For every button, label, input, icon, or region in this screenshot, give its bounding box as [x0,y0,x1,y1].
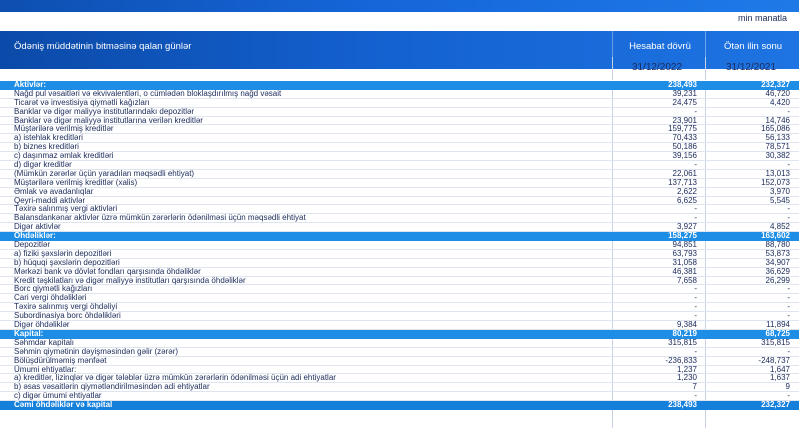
row-label: Ticarət və investisiya qiymətli kağızları [14,97,150,107]
row-value-current: 2,622 [676,186,697,196]
row-label: Balansdankənar aktivlər üzrə mümkün zərərlərin ödənilməsi üçün məqsədli ehtiyat [14,213,306,223]
row-value-current: 3,927 [676,222,697,232]
row-value-prior: 4,420 [769,97,790,107]
row-value-current: 7 [692,382,697,392]
row-value-current: - [694,293,697,303]
row-value-prior: 46,720 [765,88,790,98]
row-value-prior: - [787,391,790,401]
row-value-prior: - [787,302,790,312]
row-value-current: - [694,284,697,294]
table-row [0,197,799,206]
date-current: 31/12/2022 [631,62,683,73]
row-label: b) əsas vəsaitlərin qiymətləndirilməsindən adi ehtiyatlar [14,382,210,392]
row-value-prior: 165,086 [761,124,790,134]
header-period-label: Ödəniş müddətinin bitməsinə qalan günlər [14,41,192,52]
row-label: c) digər ümumi ehtiyatlar [14,391,102,401]
row-value-prior: 53,873 [765,248,790,258]
row-value-prior: 3,970 [769,186,790,196]
row-value-prior: 315,815 [761,337,790,347]
row-label: b) hüquqi şəxslərin depozitləri [14,257,120,267]
row-label: Mərkəzi bank və dövlət fondları qarşısında öhdəliklər [14,266,201,276]
row-value-current: 63,793 [672,248,697,258]
row-label: Müştərilərə verilmiş kreditlər [14,124,114,134]
row-label: (Mümkün zərərlər üçün yaradılan məqsədli ehtiyat) [14,168,195,178]
unit-label: min manatla [737,13,787,23]
row-value-prior: 1,647 [769,364,790,374]
row-value-current: 159,775 [668,124,697,134]
row-value-current: 158,275 [668,231,697,241]
row-value-current: -236,833 [665,355,697,365]
row-value-current: 24,475 [672,97,697,107]
row-label: Bölüşdürülməmiş mənfəət [14,355,107,365]
row-value-prior: 4,852 [769,222,790,232]
table-row [0,152,799,161]
row-value-prior: - [787,204,790,214]
header-current-period: Hesabat dövrü [629,41,691,52]
row-value-current: 39,231 [672,88,697,98]
row-label: b) biznes kreditləri [14,142,79,152]
row-label: Kredit təşkilatları və digər maliyyə institutları qarşısında öhdəliklər [14,275,246,285]
row-label: c) daşınmaz əmlak kreditləri [14,151,114,161]
row-value-current: 9,384 [676,320,697,330]
row-label: Öhdəliklər: [14,231,56,241]
row-value-prior: 163,602 [761,231,790,241]
row-value-prior: - [787,293,790,303]
row-value-current: 23,901 [672,115,697,125]
row-label: Ümumi ehtiyatlar: [14,364,77,374]
row-value-current: 31,058 [672,257,697,267]
row-value-current: 70,433 [672,133,697,143]
row-value-prior: 11,894 [766,320,790,330]
row-label: Əmlak və avadanlıqlar [14,186,94,196]
row-value-prior: 9 [785,382,790,392]
row-value-current: 46,381 [672,266,697,276]
row-value-current: - [694,106,697,116]
row-value-current: - [694,391,697,401]
row-label: Səhmin qiymətinin dəyişməsindən gəlir (zərər) [14,346,179,356]
row-value-prior: -248,737 [758,355,790,365]
row-label: Cari vergi öhdəlikləri [14,293,87,303]
row-value-prior: - [787,284,790,294]
date-prior: 31/12/2021 [725,62,777,73]
table-row [0,285,799,294]
row-label: Kapital: [14,328,44,338]
table-row [0,294,799,303]
table-row [0,383,799,392]
total-row [0,401,799,410]
row-label: a) fiziki şəxslərin depozitləri [14,248,112,258]
row-label: d) digər kreditlər [14,160,72,170]
row-value-prior: 232,327 [761,80,790,89]
row-value-current: 6,625 [676,195,697,205]
row-label: Təxirə salınmış vergi öhdəliyi [14,302,118,312]
row-label: Cəmi öhdəliklər və kapital [14,400,113,410]
row-value-prior: 1,637 [769,373,790,383]
row-label: Müştərilərə verilmiş kreditlər (xalis) [14,177,138,187]
row-label: Depozitlər [14,240,51,250]
row-value-current: - [694,160,697,170]
table-row [0,277,799,286]
row-value-prior: - [787,311,790,321]
row-value-current: 22,061 [672,168,697,178]
row-label: Nağd pul vəsaitləri və ekvivalentləri, o cümlədən bloklaşdırılmış nağd vəsait [14,88,282,98]
row-value-current: - [694,213,697,223]
row-value-prior: 36,629 [765,266,790,276]
row-label: Səhmdar kapitalı [14,337,75,347]
row-value-prior: 26,299 [765,275,790,285]
row-value-prior: 232,327 [761,400,790,410]
row-value-current: 1,230 [676,373,697,383]
row-value-prior: 34,907 [765,257,790,267]
row-label: Digər öhdəliklər [14,320,70,330]
row-label: a) kreditlər, lizinqlər və digər tələblər üzrə mümkün zərərlərin ödənilməsi üçün adi ehtiyatlar [14,373,336,383]
row-value-current: - [694,346,697,356]
row-label: Borc qiymətli kağızları [14,284,93,294]
row-label: Digər aktivlər [14,222,61,232]
row-label: Qeyri-maddi aktivlər [14,195,86,205]
row-label: Subordinasiya borc öhdəlikləri [14,311,121,321]
row-label: Aktivlər: [14,80,47,89]
row-value-current: 80,219 [672,328,697,338]
row-value-prior: 78,571 [765,142,790,152]
row-value-current: - [694,302,697,312]
row-value-prior: 14,746 [765,115,790,125]
row-value-prior: - [787,160,790,170]
row-value-current: 315,815 [668,337,697,347]
row-label: a) istehlak kreditləri [14,133,83,143]
row-value-prior: - [787,106,790,116]
row-value-current: 50,186 [672,142,697,152]
row-value-current: 7,658 [676,275,697,285]
row-value-prior: - [787,346,790,356]
row-value-current: 137,713 [668,177,697,187]
row-label: Təxirə salınmış vergi aktivləri [14,204,118,214]
row-value-current: 1,237 [676,364,697,374]
row-value-current: - [694,204,697,214]
row-value-prior: 56,133 [765,133,790,143]
balance-table-body [0,81,799,410]
row-value-current: 238,493 [668,400,697,410]
row-value-prior: 13,013 [765,168,790,178]
row-value-current: 238,493 [668,80,697,89]
row-value-current: - [694,311,697,321]
row-value-prior: 88,780 [765,240,790,250]
unit-row [0,12,799,30]
header-prior-period: Ötən ilin sonu [723,41,783,52]
row-value-prior: 5,545 [769,195,790,205]
row-value-prior: 68,725 [765,328,790,338]
row-value-current: 94,851 [672,240,697,250]
row-value-prior: 152,073 [761,177,790,187]
row-label: Banklar və digər maliyyə institutlarındakı depozitlər [14,106,195,116]
row-value-prior: 30,382 [765,151,790,161]
row-value-current: 39,156 [672,151,697,161]
row-value-prior: - [787,213,790,223]
row-label: Banklar və digər maliyyə institutlarına verilən kreditlər [14,115,203,125]
